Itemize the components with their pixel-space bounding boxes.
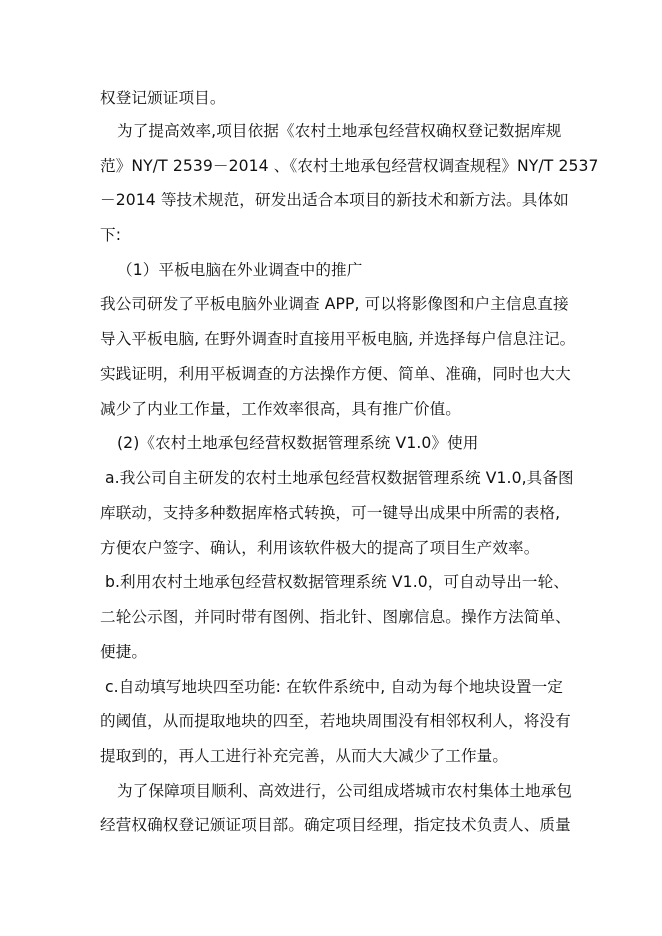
- list-item-c: c.自动填写地块四至功能: 在软件系统中, 自动为每个地块设置一定: [105, 678, 563, 696]
- paragraph-line: 经营权确权登记颁证项目部。确定项目经理，指定技术负责人、质量: [100, 816, 571, 834]
- paragraph-line: 范》NY/T 2539－2014 、《农村土地承包经营权调查规程》NY/T 2537: [100, 157, 599, 175]
- paragraph-line: 方便农户签字、确认，利用该软件极大的提高了项目生产效率。: [100, 539, 540, 557]
- paragraph-line: 为了保障项目顺利、高效进行，公司组成塔城市农村集体土地承包: [117, 782, 573, 800]
- section-heading: (2)《农村土地承包经营权数据管理系统 V1.0》使用: [117, 434, 479, 452]
- paragraph-line: 提取到的，再人工进行补充完善，从而大大减少了工作量。: [100, 747, 509, 765]
- paragraph-line: 下:: [100, 226, 122, 244]
- paragraph-line: 导入平板电脑, 在野外调查时直接用平板电脑, 并选择每户信息注记。: [100, 330, 576, 348]
- paragraph-line: 库联动，支持多种数据库格式转换，可一键导出成果中所需的表格,: [100, 504, 561, 522]
- paragraph-line: －2014 等技术规范，研发出适合本项目的新技术和新方法。具体如: [100, 191, 569, 209]
- paragraph-line: 减少了内业工作量，工作效率很高，具有推广价值。: [100, 400, 461, 418]
- paragraph-line: 为了提高效率,项目依据《农村土地承包经营权确权登记数据库规: [117, 122, 562, 140]
- text-line: 权登记颁证项目。: [100, 89, 226, 107]
- paragraph-line: 我公司研发了平板电脑外业调查 APP, 可以将影像图和户主信息直接: [100, 295, 569, 313]
- list-item-b: b.利用农村土地承包经营权数据管理系统 V1.0，可自动导出一轮、: [105, 573, 570, 591]
- paragraph-line: 二轮公示图，并同时带有图例、指北针、图廓信息。操作方法简单、: [100, 608, 571, 626]
- paragraph-line: 实践证明，利用平板调查的方法操作方便、简单、准确，同时也大大: [100, 365, 571, 383]
- list-item-a: a.我公司自主研发的农村土地承包经营权数据管理系统 V1.0,具备图: [105, 469, 574, 487]
- paragraph-line: 的阈值，从而提取地块的四至，若地块周围没有相邻权利人，将没有: [100, 712, 571, 730]
- section-heading: （1）平板电脑在外业调查中的推广: [117, 261, 363, 279]
- paragraph-line: 便捷。: [100, 643, 148, 661]
